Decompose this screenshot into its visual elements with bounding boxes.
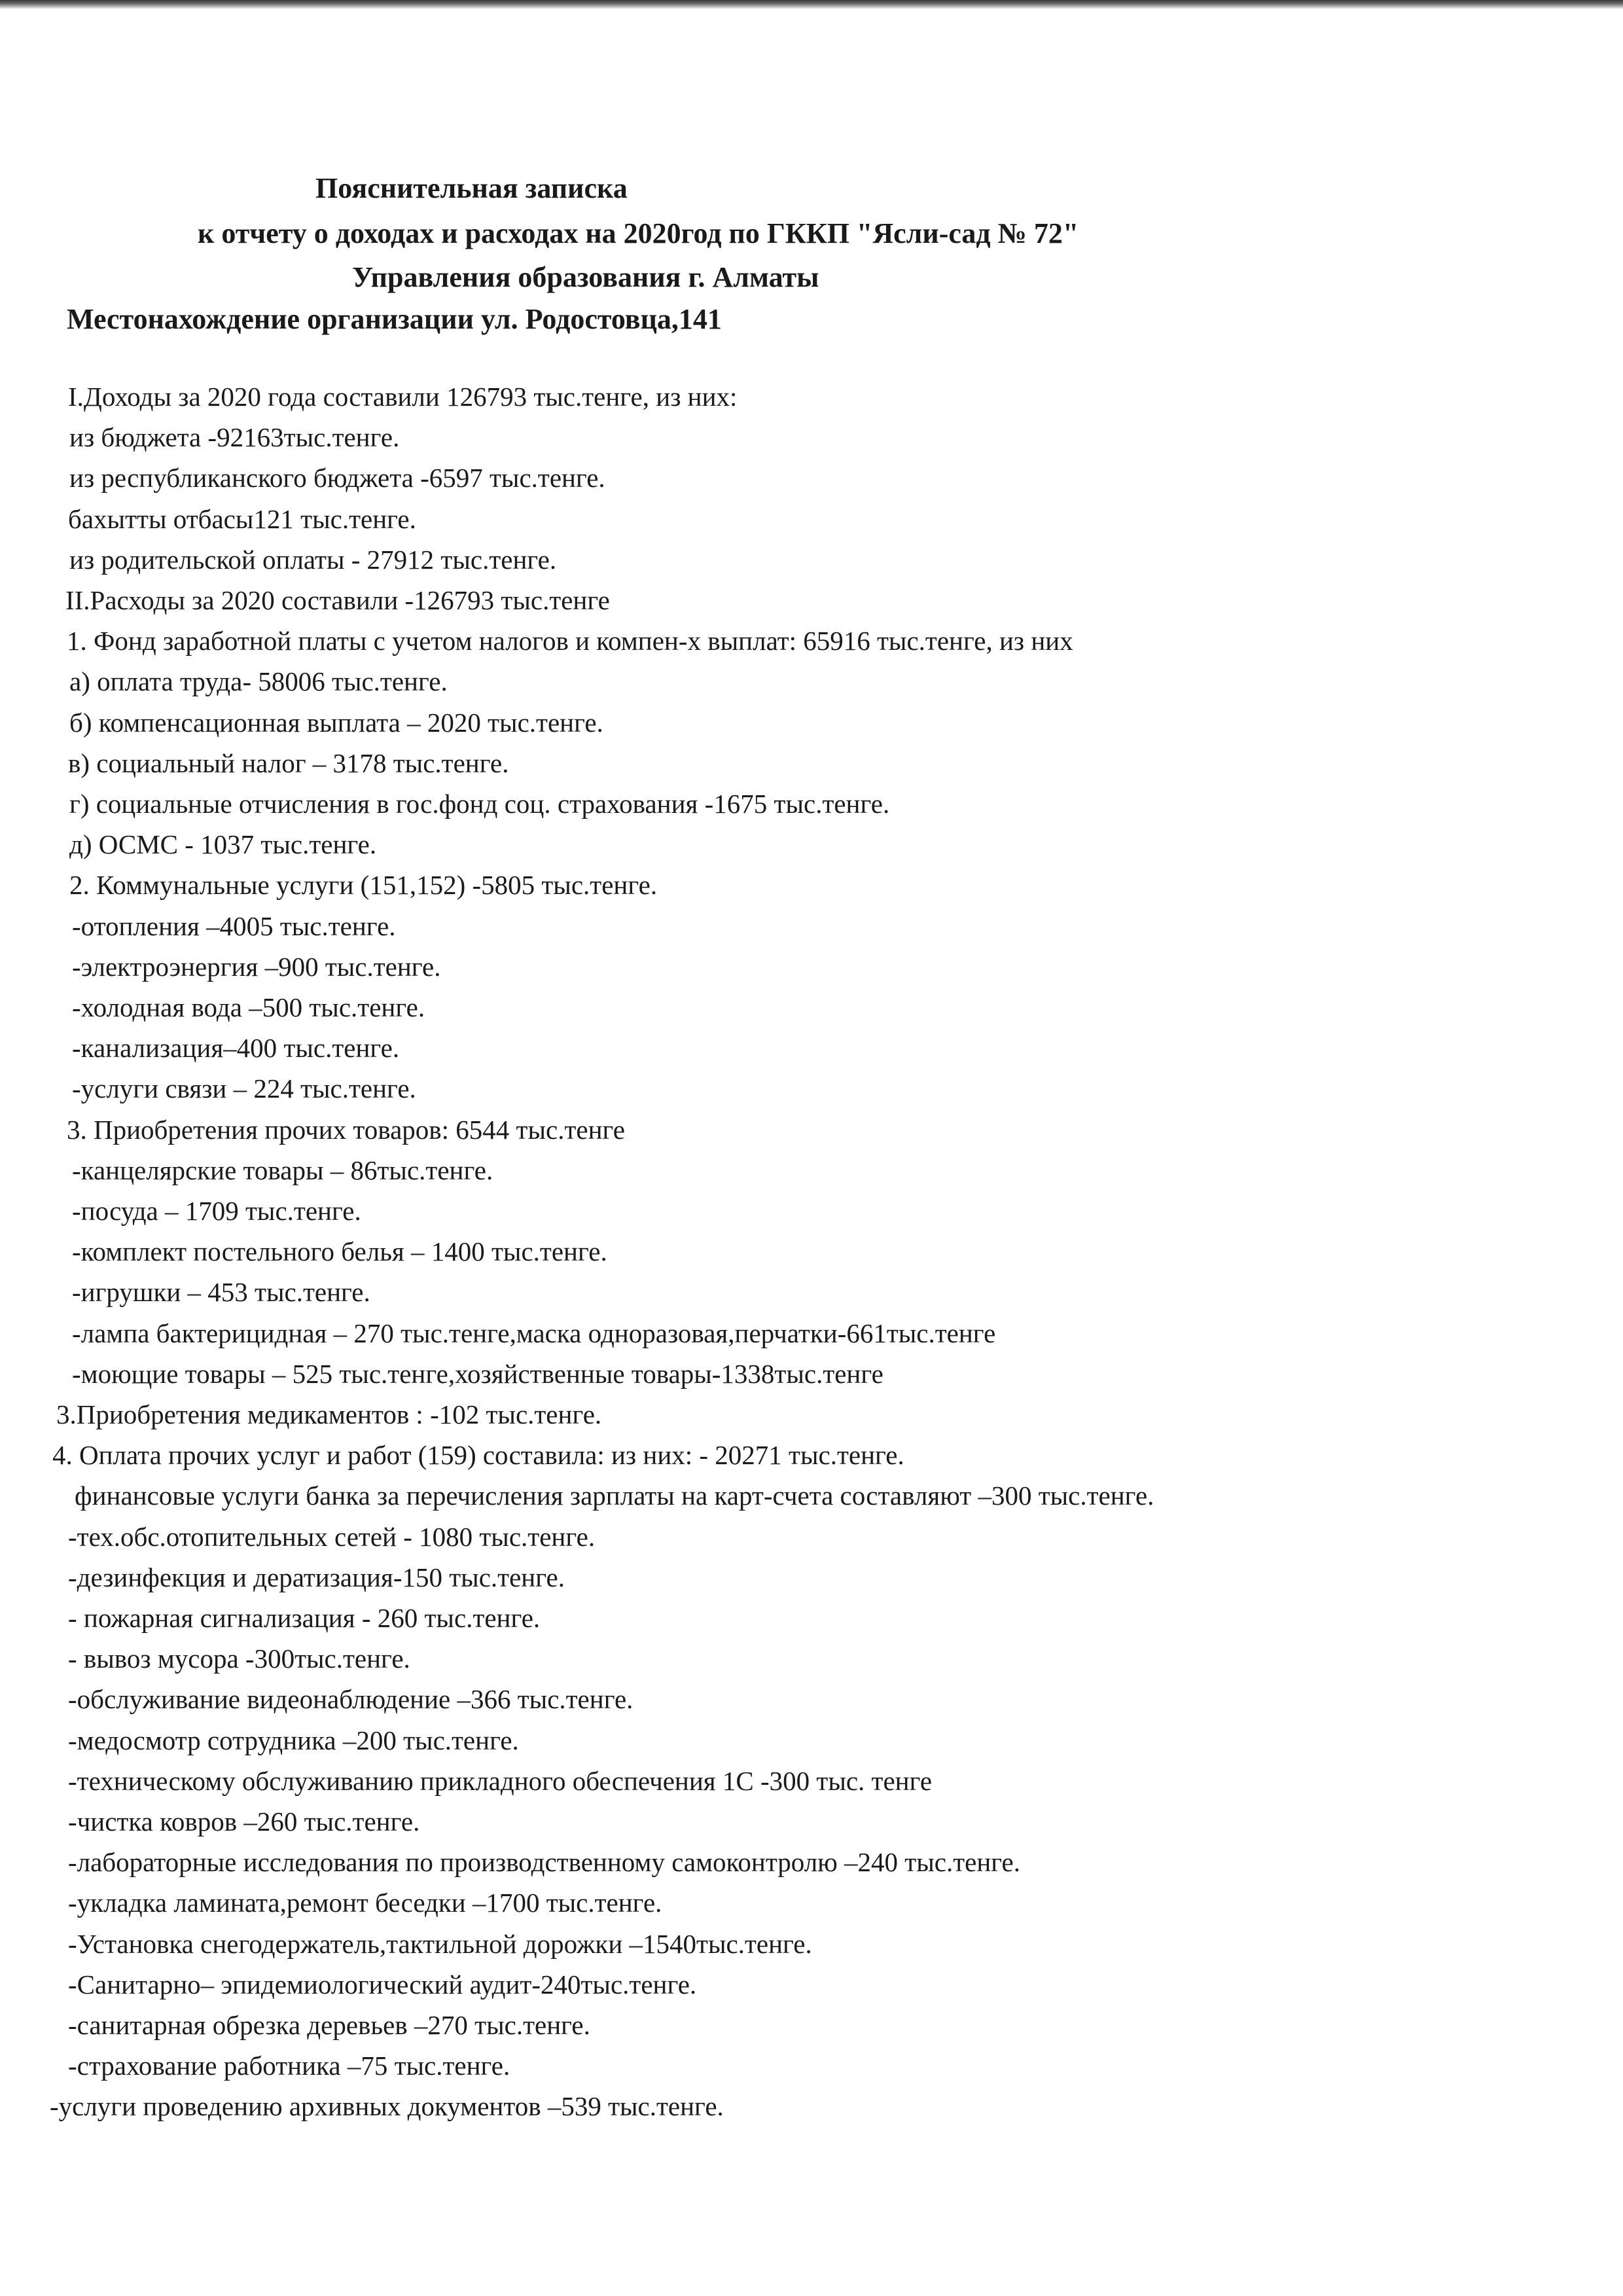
document-line: -электроэнергия –900 тыс.тенге. xyxy=(72,952,441,982)
document-line: -посуда – 1709 тыс.тенге. xyxy=(72,1196,361,1226)
document-line: -чистка ковров –260 тыс.тенге. xyxy=(68,1806,420,1837)
document-line: 4. Оплата прочих услуг и работ (159) составила: из них: - 20271 тыс.тенге. xyxy=(52,1440,904,1470)
document-line: в) социальный налог – 3178 тыс.тенге. xyxy=(68,748,509,778)
document-line: -моющие товары – 525 тыс.тенге,хозяйственные товары-1338тыс.тенге xyxy=(72,1359,883,1389)
document-location: Местонахождение организации ул. Родостовца,141 xyxy=(67,303,722,335)
document-line: -отопления –4005 тыс.тенге. xyxy=(72,911,396,941)
document-line: 1. Фонд заработной платы с учетом налогов и компен-х выплат: 65916 тыс.тенге, из них xyxy=(67,626,1073,656)
document-line: -лабораторные исследования по производственному самоконтролю –240 тыс.тенге. xyxy=(68,1847,1020,1877)
document-line: -санитарная обрезка деревьев –270 тыс.тенге. xyxy=(68,2010,590,2040)
document-line: финансовые услуги банка за перечисления зарплаты на карт-счета составляют –300 тыс.тенге. xyxy=(75,1480,1154,1511)
document-line: -тех.обс.отопительных сетей - 1080 тыс.тенге. xyxy=(68,1522,596,1552)
document-line: -обслуживание видеонаблюдение –366 тыс.тенге. xyxy=(68,1684,633,1714)
document-line: бахытты отбасы121 тыс.тенге. xyxy=(68,504,416,534)
document-line: -техническому обслуживанию прикладного обеспечения 1С -300 тыс. тенге xyxy=(68,1766,933,1796)
document-line: -игрушки – 453 тыс.тенге. xyxy=(72,1277,370,1307)
document-line: -лампа бактерицидная – 270 тыс.тенге,маска одноразовая,перчатки-661тыс.тенге xyxy=(72,1318,996,1348)
document-line: -услуги связи – 224 тыс.тенге. xyxy=(72,1073,416,1103)
document-line: -комплект постельного белья – 1400 тыс.тенге. xyxy=(72,1236,607,1266)
document-line: -холодная вода –500 тыс.тенге. xyxy=(72,992,425,1022)
document-line: 2. Коммунальные услуги (151,152) -5805 тыс.тенге. xyxy=(69,870,658,900)
document-line: 3. Приобретения прочих товаров: 6544 тыс.тенге xyxy=(67,1115,625,1145)
document-line: -канализация–400 тыс.тенге. xyxy=(72,1033,400,1063)
document-line: д) ОСМС - 1037 тыс.тенге. xyxy=(69,829,377,859)
document-line: II.Расходы за 2020 составили -126793 тыс.тенге xyxy=(65,585,610,615)
document-line: -услуги проведению архивных документов –539 тыс.тенге. xyxy=(50,2091,724,2121)
document-department: Управления образования г. Алматы xyxy=(352,261,819,293)
document-line: I.Доходы за 2020 года составили 126793 тыс.тенге, из них: xyxy=(68,382,738,412)
document-line: -дезинфекция и дератизация-150 тыс.тенге. xyxy=(68,1562,565,1592)
document-line: -Санитарно– эпидемиологический аудит-240тыс.тенге. xyxy=(68,1969,697,2000)
document-line: -канцелярские товары – 86тыс.тенге. xyxy=(72,1155,493,1185)
document-title: Пояснительная записка xyxy=(315,172,628,204)
document-line: б) компенсационная выплата – 2020 тыс.тенге. xyxy=(69,708,603,738)
document-subtitle: к отчету о доходах и расходах на 2020год по ГККП "Ясли-сад № 72" xyxy=(198,217,1079,249)
document-line: - пожарная сигнализация - 260 тыс.тенге. xyxy=(68,1603,541,1633)
document-line: 3.Приобретения медикаментов : -102 тыс.тенге. xyxy=(56,1399,602,1429)
document-line: - вывоз мусора -300тыс.тенге. xyxy=(68,1643,410,1674)
document-line: -страхование работника –75 тыс.тенге. xyxy=(68,2051,510,2081)
document-line: из бюджета -92163тыс.тенге. xyxy=(69,422,400,452)
document-line: -медосмотр сотрудника –200 тыс.тенге. xyxy=(68,1725,519,1755)
document-line: г) социальные отчисления в гос.фонд соц. страхования -1675 тыс.тенге. xyxy=(69,789,890,819)
document-line: из республиканского бюджета -6597 тыс.тенге. xyxy=(69,463,605,493)
document-line: -Установка снегодержатель,тактильной дорожки –1540тыс.тенге. xyxy=(68,1929,812,1959)
document-line: -укладка ламината,ремонт беседки –1700 тыс.тенге. xyxy=(68,1888,662,1918)
document-line: а) оплата труда- 58006 тыс.тенге. xyxy=(69,666,448,696)
document-line: из родительской оплаты - 27912 тыс.тенге. xyxy=(69,545,557,575)
